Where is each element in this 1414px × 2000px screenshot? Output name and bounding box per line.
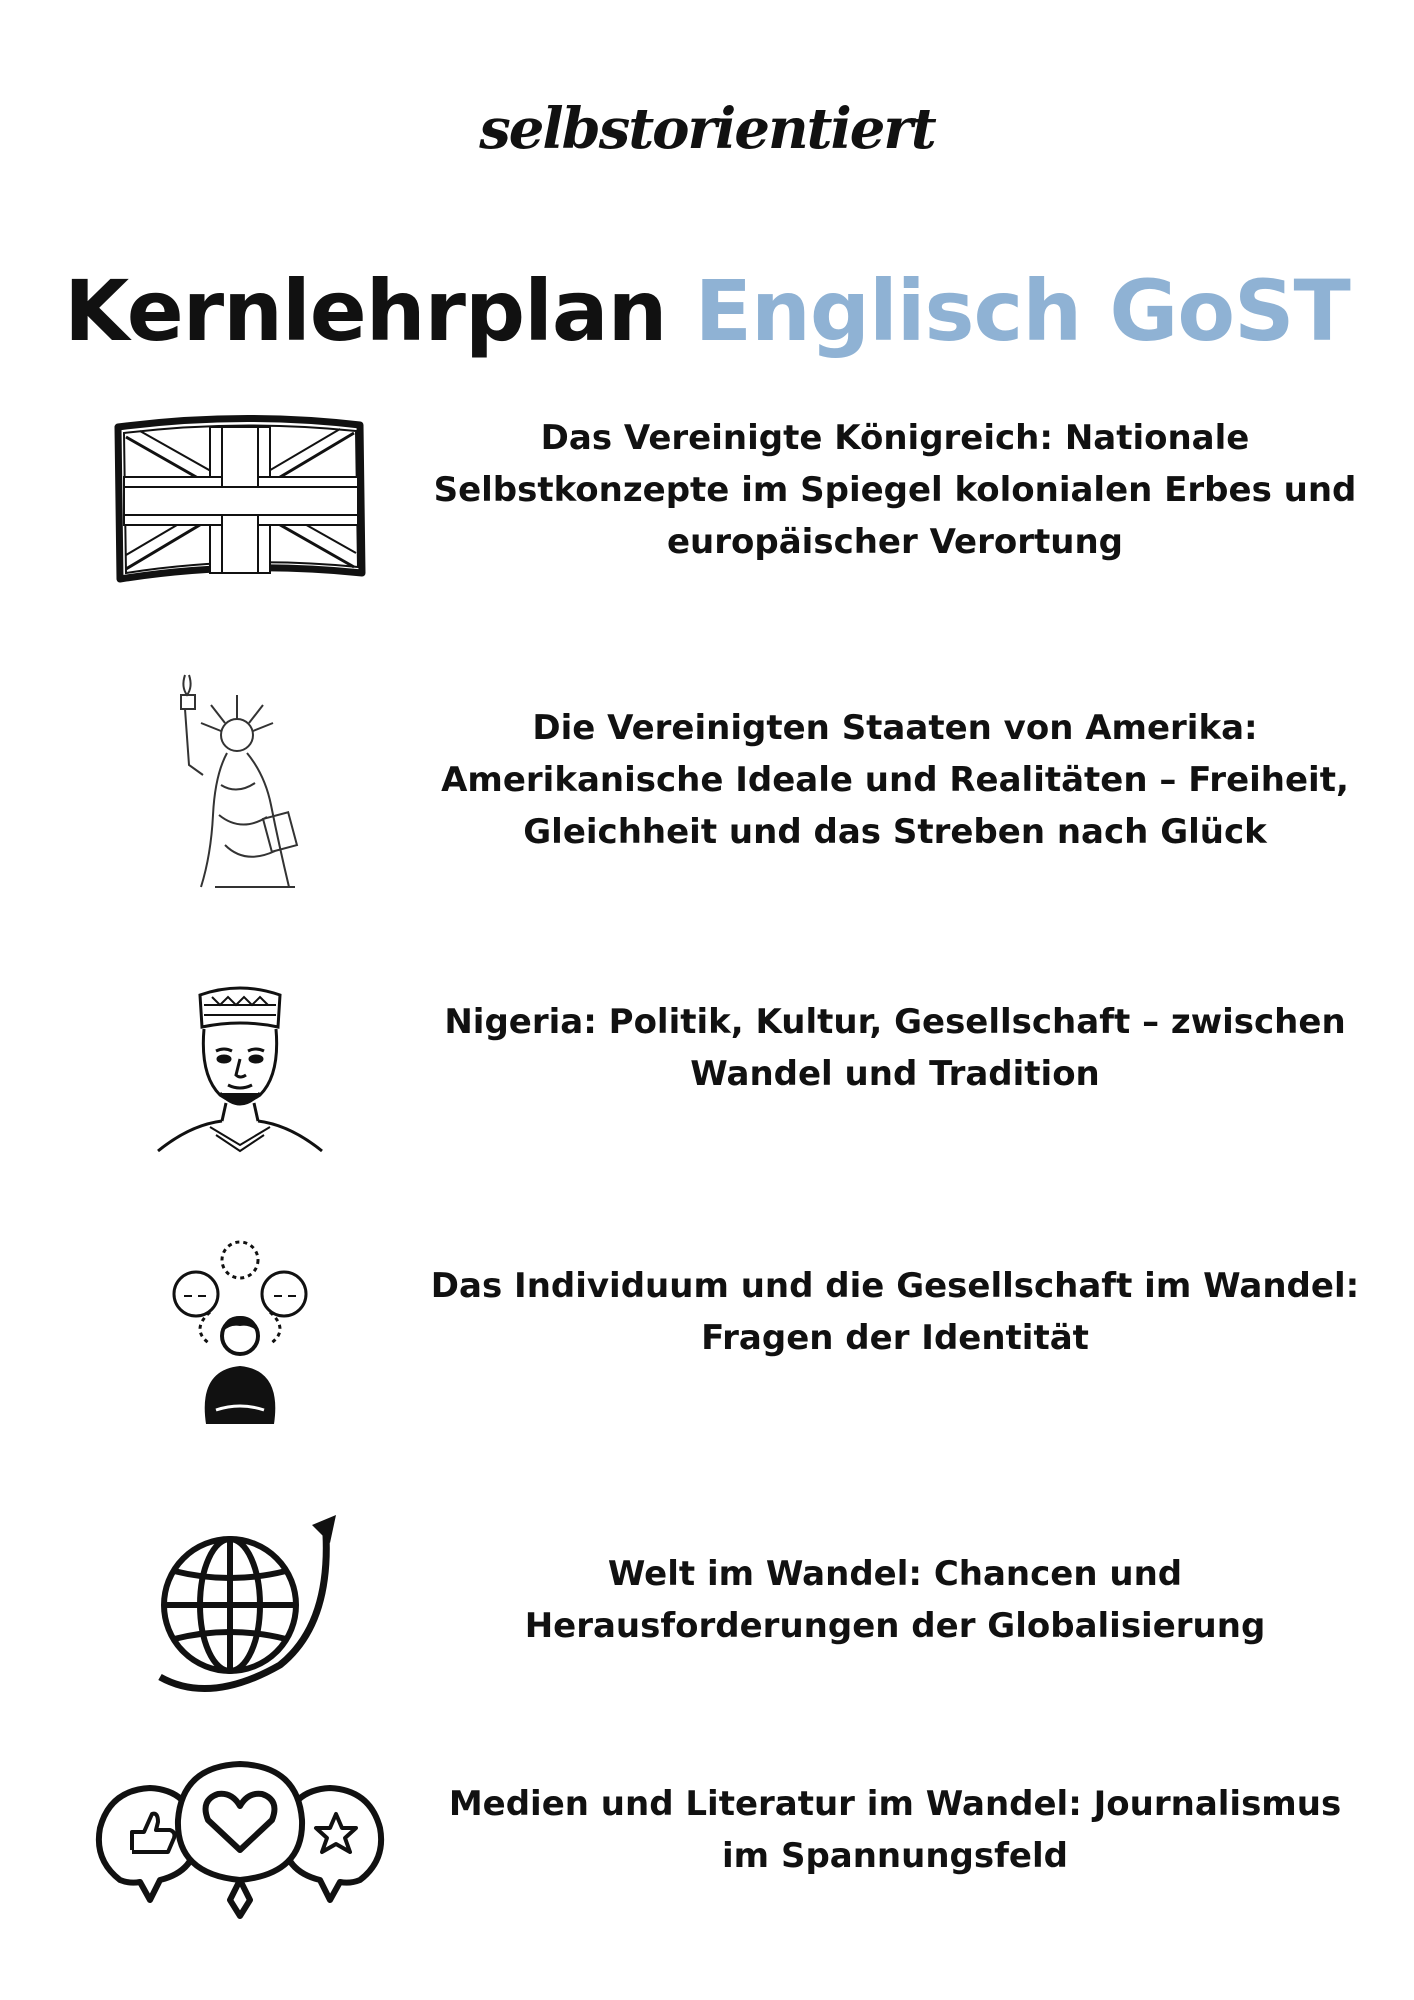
topic-text: Die Vereinigten Staaten von Amerika: Amerikanische Ideale und Realitäten – Freiheit, Gleichheit und das Streben nach Glück xyxy=(441,708,1349,852)
title-part-2: Englisch GoST xyxy=(694,262,1350,360)
nigerian-man-portrait-icon xyxy=(80,970,400,1160)
page-title xyxy=(0,262,1414,360)
title-part-1: Kernlehrplan xyxy=(64,262,667,360)
topic-text: Das Vereinigte Königreich: Nationale Selbstkonzepte im Spiegel kolonialen Erbes und europäischer Verortung xyxy=(433,418,1357,562)
topic-text: Medien und Literatur im Wandel: Journalismus im Spannungsfeld xyxy=(448,1784,1342,1876)
topic-text: Welt im Wandel: Chancen und Herausforderungen der Globalisierung xyxy=(524,1554,1266,1646)
union-jack-flag-icon xyxy=(80,410,400,590)
social-media-bubbles-icon xyxy=(80,1750,400,1920)
topic-text: Das Individuum und die Gesellschaft im Wandel: Fragen der Identität xyxy=(430,1266,1360,1358)
person-thinking-icon xyxy=(80,1240,400,1430)
brand-logo: selbstorientiert xyxy=(479,96,935,162)
statue-of-liberty-icon xyxy=(80,660,400,900)
globe-orbit-icon xyxy=(80,1500,400,1710)
topic-text: Nigeria: Politik, Kultur, Gesellschaft – zwischen Wandel und Tradition xyxy=(444,1002,1346,1094)
